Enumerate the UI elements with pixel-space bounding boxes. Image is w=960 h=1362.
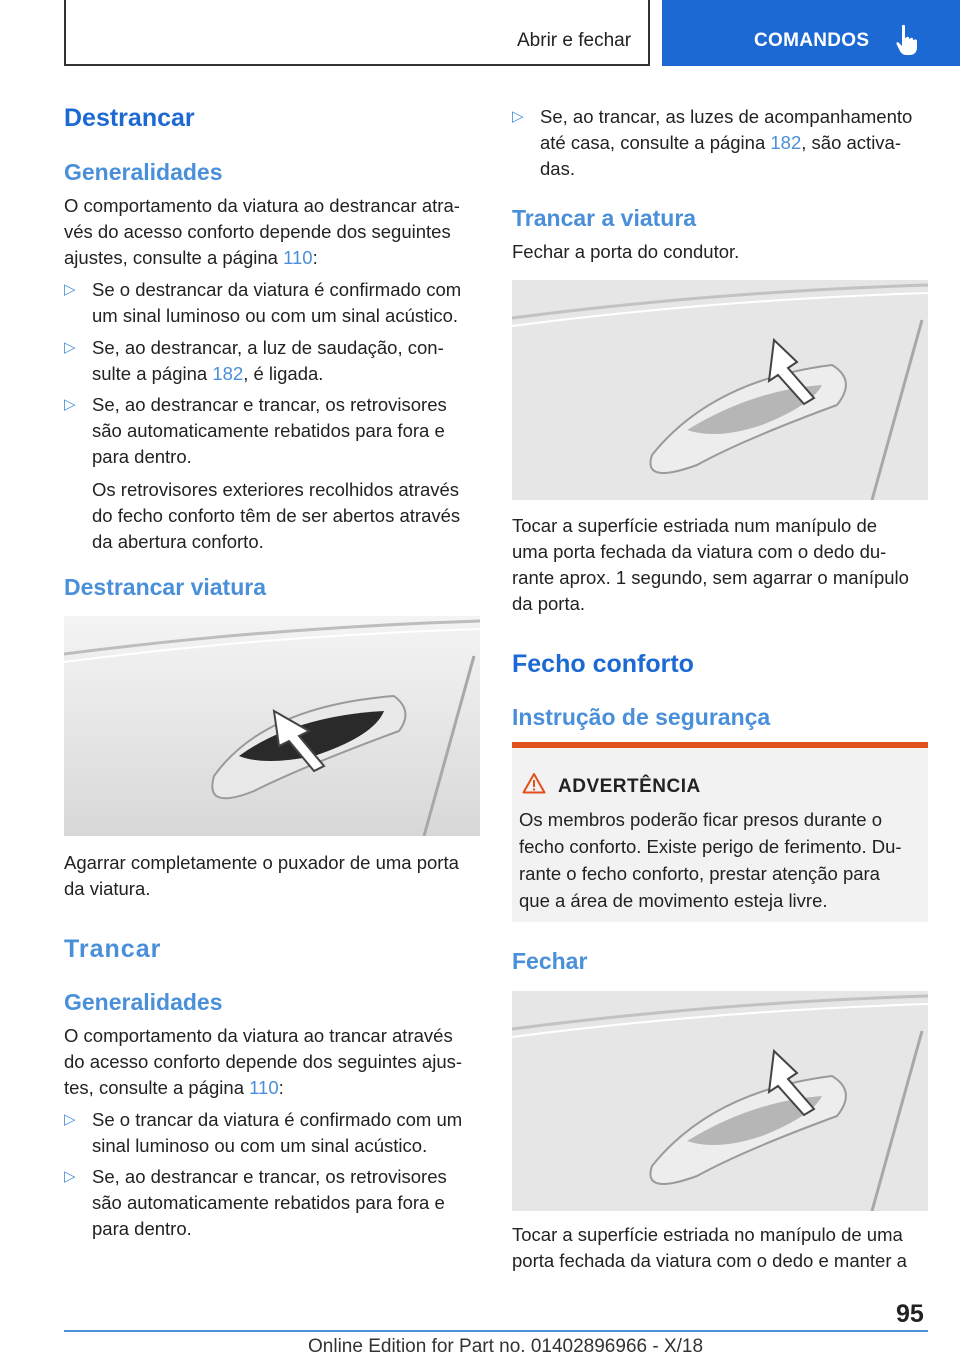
page-link-182[interactable]: 182 <box>212 363 244 384</box>
bullet-line: Se, ao trancar, as luzes de acompanhamento <box>540 106 913 127</box>
door-handle-illustration <box>64 616 480 836</box>
heading-fechar: Fechar <box>512 948 588 974</box>
heading-destrancar: Destrancar <box>64 104 195 132</box>
caption-2-line-b: uma porta fechada da viatura com o dedo du- <box>512 541 887 562</box>
bullet-line <box>540 130 928 156</box>
bullet-line: Se o trancar da viatura é confirmado com um <box>92 1109 463 1130</box>
warning-line: fecho conforto. Existe perigo de ferimento. Du- <box>519 836 902 857</box>
heading-instrucao-seguranca: Instrução de segurança <box>512 704 771 730</box>
bullet-text: sulte a página <box>92 363 213 384</box>
bullet-text: , são activa- <box>801 132 902 153</box>
intro-2-text: tes, consulte a página <box>64 1077 250 1098</box>
bullet-item <box>64 1107 480 1159</box>
hand-pointer-icon <box>895 24 921 56</box>
caption-3-line-b: porta fechada da viatura com o dedo e manter a <box>512 1250 907 1271</box>
caption-2-line-a: Tocar a superfície estriada num manípulo de <box>512 515 878 536</box>
door-handle-illustration <box>512 991 928 1211</box>
warning-title: ADVERTÊNCIA <box>558 776 701 797</box>
bullet-line: são automaticamente rebatidos para fora e <box>92 420 445 441</box>
bullet-line: sinal luminoso ou com um sinal acústico. <box>92 1135 428 1156</box>
bullet-line: das. <box>540 158 575 179</box>
bullet-line: um sinal luminoso ou com um sinal acústico. <box>92 305 459 326</box>
heading-generalidades-2: Generalidades <box>64 989 223 1015</box>
warning-text <box>519 806 919 914</box>
caption-2 <box>512 513 928 617</box>
bullet-triangle-icon: ▷ <box>64 281 76 298</box>
heading-destrancar-viatura: Destrancar viatura <box>64 574 266 600</box>
bullet-text: até casa, consulte a página <box>540 132 771 153</box>
intro-2-line-a: O comportamento da viatura ao trancar através <box>64 1025 453 1046</box>
header-tab-label: COMANDOS <box>754 30 870 51</box>
bullet-line: Os retrovisores exteriores recolhidos através <box>92 479 460 500</box>
bullet-line: para dentro. <box>92 446 192 467</box>
warning-line: rante o fecho conforto, prestar atenção para <box>519 863 880 884</box>
bullet-triangle-icon: ▷ <box>64 396 76 413</box>
intro-1-end: : <box>312 247 318 268</box>
page-number: 95 <box>896 1300 924 1328</box>
intro-1-text: ajustes, consulte a página <box>64 247 284 268</box>
footer-edition: Online Edition for Part no. 01402896966 - X/18 <box>308 1336 704 1357</box>
bullet-line: são automaticamente rebatidos para fora e <box>92 1192 445 1213</box>
page-link-182[interactable]: 182 <box>770 132 802 153</box>
caption-2-line-d: da porta. <box>512 593 586 614</box>
warning-line: Os membros poderão ficar presos durante o <box>519 809 882 830</box>
intro-1-line-b: vés do acesso conforto depende dos seguintes <box>64 221 451 242</box>
heading-fecho-conforto: Fecho conforto <box>512 650 694 678</box>
door-handle-grab-photo <box>64 616 480 836</box>
bullet-item <box>64 1164 480 1242</box>
intro-1-line-a: O comportamento da viatura ao destrancar atra- <box>64 195 460 216</box>
bullet-line: Se o destrancar da viatura é confirmado com <box>92 279 462 300</box>
bullet-line: da abertura conforto. <box>92 531 264 552</box>
bullet-triangle-icon: ▷ <box>64 339 76 356</box>
trancar-paragraph: Fechar a porta do condutor. <box>512 241 740 262</box>
page-link-110[interactable]: 110 <box>283 247 313 268</box>
caption-1 <box>64 850 480 902</box>
door-handle-touch-photo-1 <box>512 280 928 500</box>
heading-trancar: Trancar <box>64 935 162 963</box>
page-link-110[interactable]: 110 <box>249 1077 279 1098</box>
caption-3-line-a: Tocar a superfície estriada no manípulo de uma <box>512 1224 903 1245</box>
bullet-item <box>64 277 480 329</box>
door-handle-illustration <box>512 280 928 500</box>
heading-generalidades-1: Generalidades <box>64 159 223 185</box>
caption-1-line-a: Agarrar completamente o puxador de uma porta <box>64 852 459 873</box>
warning-triangle-icon <box>522 772 546 794</box>
bullet-item <box>64 335 480 387</box>
bullet-text: , é ligada. <box>243 363 324 384</box>
caption-1-line-b: da viatura. <box>64 878 151 899</box>
caption-3 <box>512 1222 928 1274</box>
header-section-title: Abrir e fechar <box>517 30 632 51</box>
bullet-item <box>512 104 928 182</box>
footer-divider <box>64 1330 928 1332</box>
bullet-triangle-icon: ▷ <box>512 108 524 125</box>
bullet-line: para dentro. <box>92 1218 192 1239</box>
bullet-line: Se, ao destrancar e trancar, os retrovisores <box>92 1166 447 1187</box>
bullet-triangle-icon: ▷ <box>64 1111 76 1128</box>
intro-1-line-c <box>64 245 480 271</box>
intro-2-end: : <box>278 1077 284 1098</box>
bullet-item <box>64 392 480 555</box>
heading-trancar-viatura: Trancar a viatura <box>512 205 697 231</box>
bullet-triangle-icon: ▷ <box>64 1168 76 1185</box>
warning-line: que a área de movimento esteja livre. <box>519 890 828 911</box>
bullet-line: Se, ao destrancar e trancar, os retrovisores <box>92 394 447 415</box>
bullet-line <box>92 361 480 387</box>
bullet-line: Se, ao destrancar, a luz de saudação, con- <box>92 337 444 358</box>
bullet-line: do fecho conforto têm de ser abertos através <box>92 505 461 526</box>
intro-paragraph-1 <box>64 193 480 271</box>
intro-2-line-b: do acesso conforto depende dos seguintes ajus- <box>64 1051 463 1072</box>
caption-2-line-c: rante aprox. 1 segundo, sem agarrar o manípulo <box>512 567 909 588</box>
warning-box <box>512 742 928 922</box>
intro-paragraph-2 <box>64 1023 480 1101</box>
door-handle-touch-photo-2 <box>512 991 928 1211</box>
intro-2-line-c <box>64 1075 480 1101</box>
header-tab-comandos[interactable] <box>662 0 960 66</box>
